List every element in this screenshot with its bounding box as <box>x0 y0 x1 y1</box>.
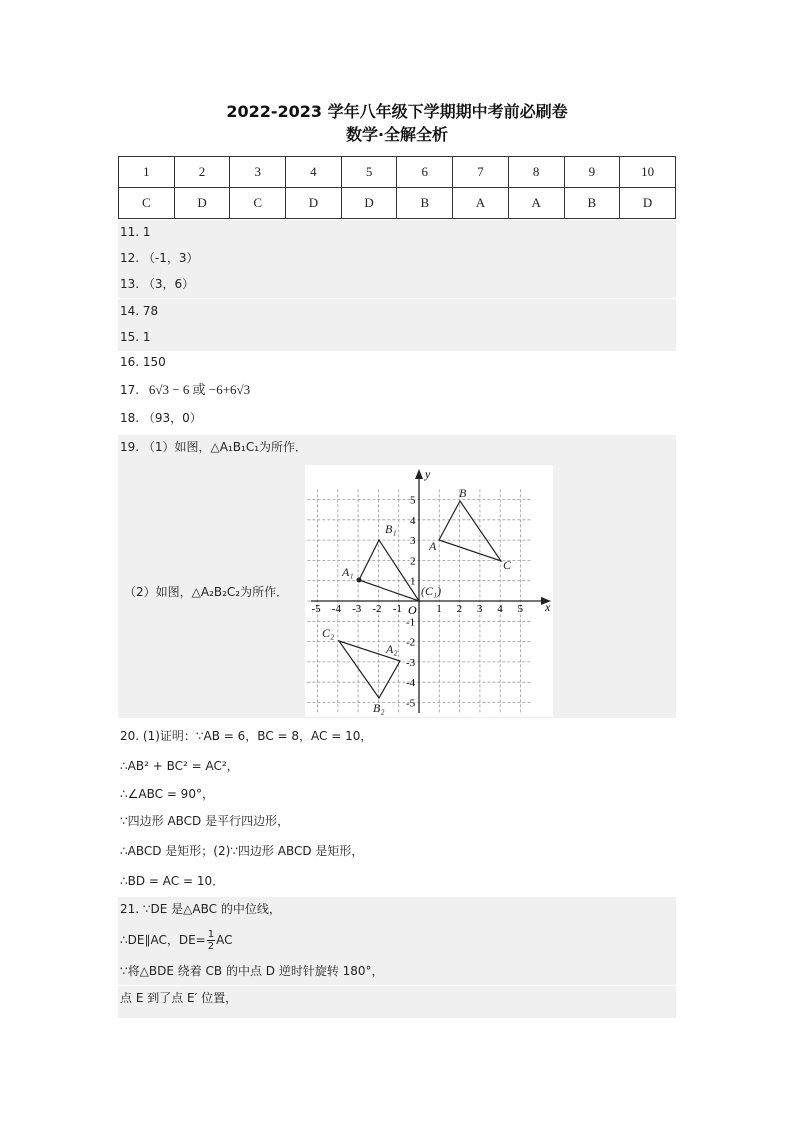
origin-label: O <box>408 603 417 617</box>
y-axis-label: y <box>425 467 431 481</box>
answer-20-line6: ∴BD = AC = 10． <box>120 874 225 888</box>
y-tick-label: -1 <box>406 616 416 629</box>
answer-cell: B <box>397 188 453 219</box>
answer-21-line2-end: AC <box>216 933 233 947</box>
answer-cell: C <box>119 188 175 219</box>
label-c: C <box>503 558 512 572</box>
label-b1: B₁ <box>385 522 397 536</box>
answer-table-answer-row <box>119 188 676 219</box>
y-tick-label: -4 <box>406 677 416 690</box>
x-tick-label: -3 <box>352 603 362 615</box>
answer-cell: C <box>230 188 286 219</box>
answer-cell: D <box>620 188 676 219</box>
answer-cell: A <box>453 188 509 219</box>
label-c1: (C₁) <box>421 584 442 598</box>
question-number: 3 <box>230 157 286 188</box>
x-tick-label: -5 <box>311 603 321 615</box>
answer-17-math: 6√3 − 6 或 −6+6√3 <box>148 382 251 397</box>
question-number: 2 <box>174 157 230 188</box>
coordinate-figure <box>305 465 553 717</box>
document-subtitle: 数学·全解全析 <box>345 125 449 144</box>
x-axis-label: x <box>545 600 551 614</box>
x-tick-label: -1 <box>392 603 402 615</box>
fraction-denominator: 2 <box>207 941 215 952</box>
question-number: 1 <box>119 157 175 188</box>
point-a1 <box>357 578 362 583</box>
fraction-numerator: 1 <box>207 929 215 940</box>
answer-cell: D <box>174 188 230 219</box>
answer-17-number: 17. <box>120 383 140 397</box>
x-tick-label: 4 <box>497 603 503 615</box>
question-number: 5 <box>341 157 397 188</box>
label-b2: B₂ <box>373 701 385 715</box>
answer-table-header-row <box>119 157 676 188</box>
label-a2: A₂ <box>386 642 398 656</box>
answer-21-line3: ∵将△BDE 绕着 CB 的中点 D 逆时针旋转 180°， <box>118 959 676 985</box>
answer-11: 11. 1 <box>118 220 676 246</box>
y-tick-label: 4 <box>410 514 416 527</box>
answer-20-line3: ∴∠ABC = 90°， <box>120 787 214 801</box>
x-tick-label: 5 <box>517 603 523 615</box>
x-tick-label: 3 <box>476 603 483 615</box>
answer-cell: D <box>286 188 342 219</box>
question-number: 7 <box>453 157 509 188</box>
x-tick-label: -2 <box>372 603 382 615</box>
answer-cell: A <box>508 188 564 219</box>
answer-21-line4: 点 E 到了点 E′ 位置， <box>118 986 676 1018</box>
answer-cell: D <box>341 188 397 219</box>
label-a: A <box>429 539 437 553</box>
answer-13: 13. （3，6） <box>118 272 676 298</box>
answer-21-line2 <box>118 923 676 959</box>
y-tick-label: -2 <box>406 636 416 649</box>
answer-16: 16. 150 <box>120 355 166 369</box>
answer-cell: B <box>564 188 620 219</box>
label-c2: C₂ <box>322 626 335 640</box>
answer-21-line2-start: ∴DE∥AC，DE= <box>120 933 206 947</box>
label-a1: A₁ <box>342 565 354 579</box>
y-tick-label: -5 <box>406 697 416 710</box>
y-tick-label: 3 <box>410 535 416 548</box>
y-tick-label: 1 <box>410 575 416 588</box>
y-tick-label: -3 <box>406 656 416 669</box>
label-b: B <box>459 486 467 500</box>
answer-12: 12. （-1，3） <box>118 246 676 272</box>
answer-20-line5: ∴ABCD 是矩形；(2)∵四边形 ABCD 是矩形， <box>120 844 364 858</box>
question-number: 9 <box>564 157 620 188</box>
question-number: 6 <box>397 157 453 188</box>
x-tick-label: 1 <box>436 603 442 615</box>
answer-20-line2: ∴AB² + BC² = AC²， <box>120 759 239 773</box>
answer-20-line1: 20. (1)证明：∵AB = 6，BC = 8，AC = 10， <box>120 729 373 743</box>
answer-20-line4: ∵四边形 ABCD 是平行四边形， <box>120 814 290 828</box>
answer-17 <box>118 377 676 403</box>
answer-14: 14. 78 <box>118 299 676 325</box>
x-tick-label: -4 <box>331 603 341 615</box>
y-tick-label: 5 <box>410 494 416 507</box>
question-number: 10 <box>620 157 676 188</box>
answer-21-line1: 21. ∵DE 是△ABC 的中位线， <box>118 897 676 923</box>
question-number: 4 <box>286 157 342 188</box>
fraction-one-half <box>207 929 215 952</box>
answer-19-part2: （2）如图，△A₂B₂C₂为所作． <box>124 585 289 599</box>
y-tick-label: 2 <box>410 555 416 568</box>
answer-19-part1: 19. （1）如图，△A₁B₁C₁为所作． <box>118 435 676 461</box>
question-number: 8 <box>508 157 564 188</box>
answer-15: 15. 1 <box>118 325 676 351</box>
answer-table <box>118 156 676 219</box>
document-title: 2022-2023 学年八年级下学期期中考前必刷卷 <box>226 102 568 121</box>
x-tick-label: 2 <box>456 603 463 615</box>
answer-18: 18. （93，0） <box>120 411 202 425</box>
